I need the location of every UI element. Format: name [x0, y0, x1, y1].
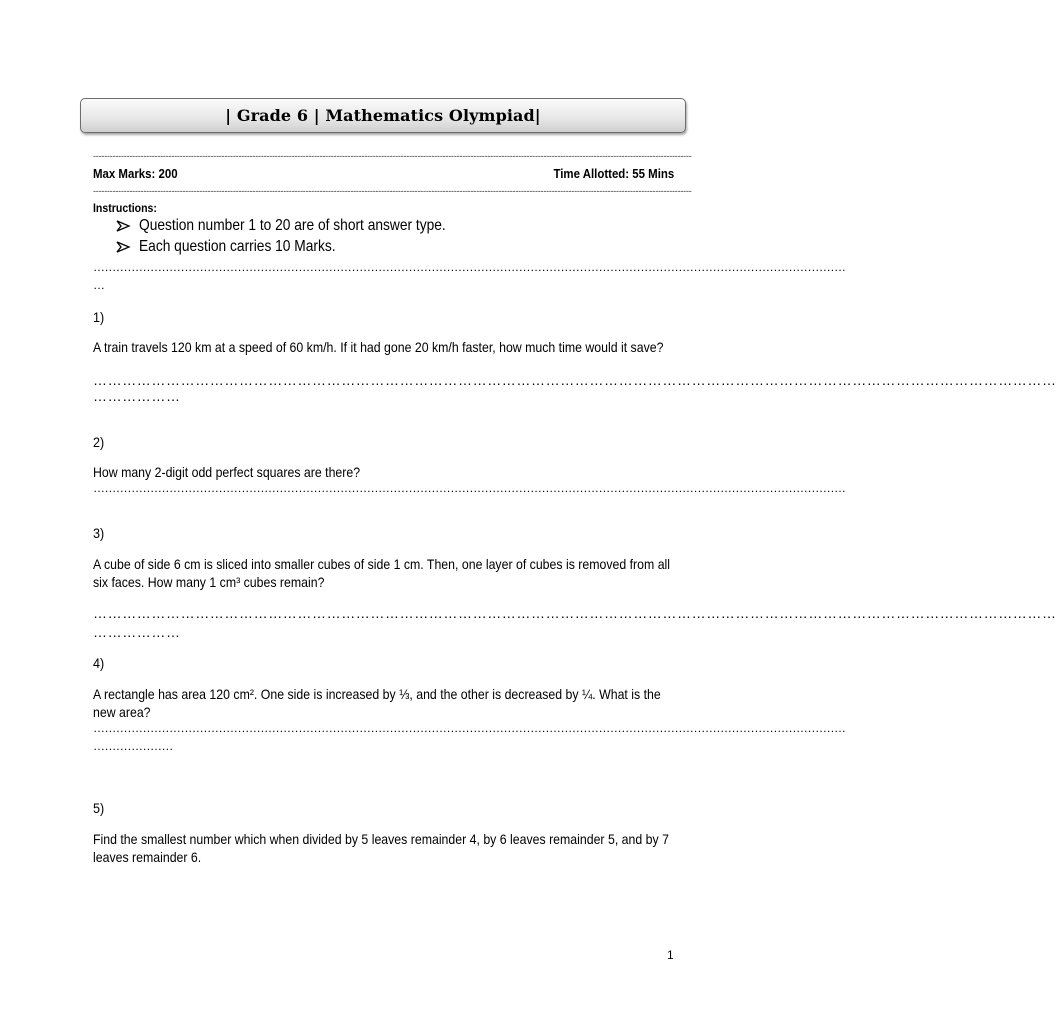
max-marks: Max Marks: 200: [93, 166, 178, 181]
answer-line: ………………………………………………………………………………………………………………………………………………………………………………: [93, 605, 1057, 621]
question-text: A cube of side 6 cm is sliced into smaller cubes of side 1 cm. Then, one layer of cubes is removed from all six faces. How many 1 cm³ cubes remain?: [93, 556, 671, 590]
page-number: 1: [667, 948, 674, 962]
question-number: 3): [93, 525, 105, 541]
instruction-text: Each question carries 10 Marks.: [139, 238, 336, 255]
time-allotted: Time Allotted: 55 Mins: [553, 166, 674, 181]
answer-line-tail: ………………: [93, 388, 181, 404]
answer-line: ………………………………………………………………………………………………………………………………………………………………………………: [93, 481, 846, 495]
title-banner: [80, 98, 686, 133]
instruction-item: [116, 238, 368, 256]
question-number: 2): [93, 434, 105, 450]
answer-line-tail: …………………: [93, 739, 173, 753]
instructions-heading: Instructions:: [93, 201, 157, 215]
answer-line: ………………………………………………………………………………………………………………………………………………………………………………: [93, 721, 846, 735]
question-text: How many 2-digit odd perfect squares are there?: [93, 464, 361, 480]
dashed-separator-bottom: ----------------------------------------------------------------------------------------------------------------------------------------------------------------------------------------------------------------------: [93, 186, 692, 196]
question-text: Find the smallest number which when divided by 5 leaves remainder 4, by 6 leaves remainder 5, and by 7 leaves remainder 6.: [93, 831, 669, 865]
arrow-bullet-icon: [116, 220, 130, 232]
question-text: A train travels 120 km at a speed of 60 km/h. If it had gone 20 km/h faster, how much time would it save?: [93, 339, 664, 355]
question-number: 4): [93, 655, 105, 671]
question-text: A rectangle has area 120 cm². One side is increased by ⅓, and the other is decreased by ¼. What is the new area?: [93, 686, 661, 720]
dotted-separator-tail: …: [93, 278, 105, 292]
instruction-item: [116, 217, 496, 235]
answer-line: ………………………………………………………………………………………………………………………………………………………………………………: [93, 372, 1057, 388]
page-title: | Grade 6 | Mathematics Olympiad|: [225, 106, 541, 125]
dashed-separator-top: ----------------------------------------------------------------------------------------------------------------------------------------------------------------------------------------------------------------------: [93, 151, 692, 161]
arrow-bullet-icon: [116, 241, 130, 253]
question-number: 1): [93, 309, 105, 325]
instruction-text: Question number 1 to 20 are of short answer type.: [139, 217, 446, 234]
question-number: 5): [93, 800, 105, 816]
dotted-separator: ………………………………………………………………………………………………………………………………………………………………………………: [93, 260, 846, 274]
answer-line-tail: ………………: [93, 624, 181, 640]
